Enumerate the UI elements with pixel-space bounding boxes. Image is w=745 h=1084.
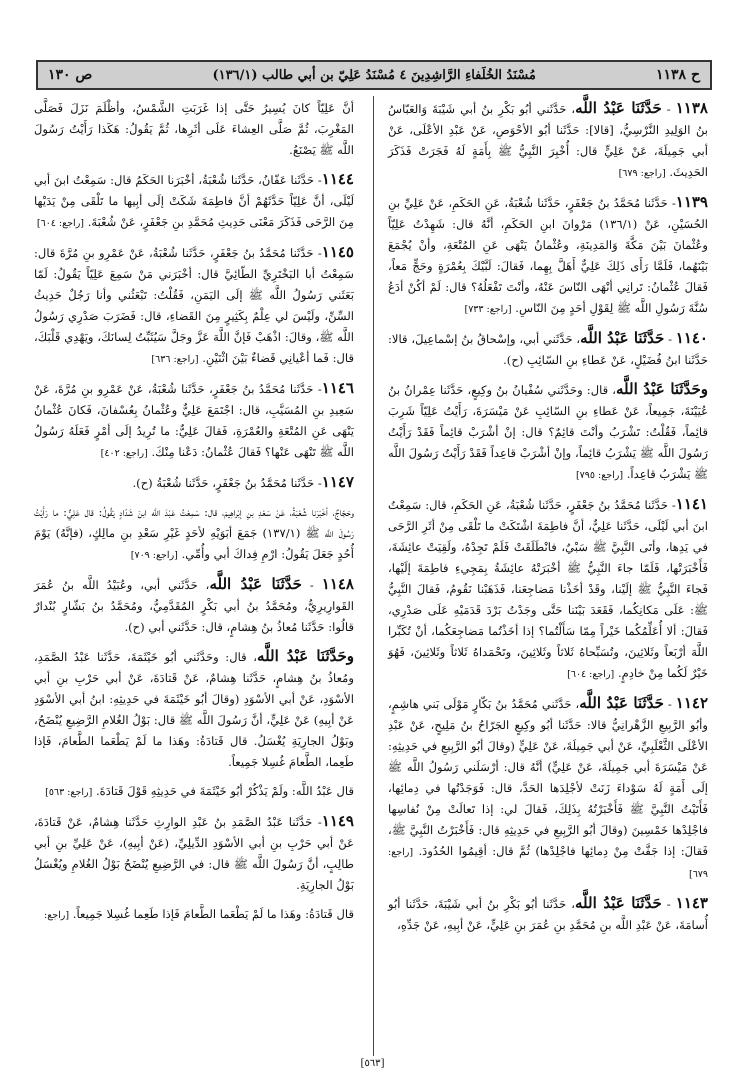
hadith-paragraph	[34, 378, 354, 464]
hadith-text: - حَدَّثَنا مُحَمَّدُ بنُ جَعْفَرٍ، حَدَّثَنا شُعْبَةُ، عَنْ عَمْرِو بنِ مُرَّةَ قال: سَمِعْتُ أبا البَخْتَرِيِّ الطّائِيَّ قال: أخْبَرَني مَنْ سَمِعَ عَلِيّاً يَقُولُ: لَمّا بَعَثَني رَسُولُ اللَّه ﷺ إلَى اليَمَنِ، فَقُلْتُ: تَبْعَثُني وأنا رَجُلٌ حَدِيثُ السِّنِّ، ولَيْسَ لي عِلْمٌ بِكَثِيرٍ مِنَ القَضاءِ، قال: فَضَرَبَ صَدْرِي رَسُولُ اللَّه ﷺ، وقالَ: اذْهَبْ فَإنَّ اللَّهَ عَزَّ وجَلَّ سَيُثَبِّتُ لِسانَكَ، ويَهْدِي قَلْبَكَ، قال: فَما أعْيانِي قَضاءٌ بَيْنَ اثْنَيْنِ.	[34, 246, 354, 365]
hadith-text: ، قال: وحَدَّثَني سُفْيانُ بنُ وكِيعٍ، حَدَّثَنا عِمْرانُ بنُ عُيَيْنَةَ، جَمِيعاً، عَنْ عَطاءِ بنِ السّائِبِ عَنْ مَيْسَرَةَ، رَأَيْتُ عَلِيّاً شَرِبَ قائِماً، فَقُلْتُ: تَشْرَبُ وأنْتَ قائِمٌ؟ قال: إنْ أشْرَبْ قائِماً فَقَدْ رَأَيْتُ رَسُولَ اللَّه ﷺ يَشْرَبُ قائِماً، وإنْ أشْرَبْ قاعِداً فَقَدْ رَأَيْتُ رَسُولَ اللَّه ﷺ يَشْرَبُ قاعِداً.	[388, 383, 708, 481]
header-page-number: ص ١٣٠	[48, 67, 93, 83]
hadith-text: ، حَدَّثَني أبي، وعُبَيْدُ اللَّه بنُ عُمَرَ القَوارِيرِيُّ، ومُحَمَّدُ بنُ أبي بَكْرٍ المُقَدَّمِيُّ، ومُحَمَّدُ بنُ بَشّارٍ بُنْدارٌ قالُوا: حَدَّثَنا مُعاذُ بنُ هِشامٍ، قال: حَدَّثَني أبي (ح).	[34, 578, 354, 634]
hadith-text: ، حَدَّثَنا أبُو بَكْرِ بنُ أبي شَيْبَةَ، حَدَّثَنا أبُو أُسامَةَ، عَنْ عَبْدِ اللَّه بنِ مُحَمَّدِ بنِ عُمَرَ بنِ عَلِيٍّ، عَنْ أبِيهِ، عَنْ جَدِّهِ،	[388, 897, 708, 932]
narrator-heading: حَدَّثَنَا عَبْدُ اللَّه	[580, 329, 665, 347]
hadith-paragraph	[34, 646, 354, 773]
reference-note: [راجع: ٦٣٦]	[151, 354, 199, 365]
narrator-heading: حَدَّثَنَا عَبْدُ اللَّه	[579, 694, 664, 712]
hadith-number: ١١٤٢	[675, 694, 709, 712]
narrator-heading: وحَدَّثَنَا عَبْدُ اللَّه	[257, 647, 355, 665]
hadith-paragraph: ١١٤٠ - حَدَّثَنَا عَبْدُ اللَّه، حَدَّثَني أبي، وإسْحاقُ بنُ إسْماعِيلَ، قالا: حَدَّثَنا ابنُ فُضَيْلٍ، عَنْ عَطاءِ بنِ السّائِبِ (ح).	[388, 329, 708, 367]
hadith-text: - حَدَّثَنا مُحَمَّدُ بنُ جَعْفَرٍ، حَدَّثَنا شُعْبَةُ (ح).	[132, 476, 322, 490]
page-footer: [٥٦٣]	[360, 1058, 385, 1069]
hadith-paragraph: ١١٤٣ - حَدَّثَنَا عَبْدُ اللَّه، حَدَّثَنا أبُو بَكْرِ بنُ أبي شَيْبَةَ، حَدَّثَنا أبُو أُسامَةَ، عَنْ عَبْدِ اللَّه بنِ مُحَمَّدِ بنِ عُمَرَ بنِ عَلِيٍّ، عَنْ أبِيهِ، عَنْ جَدِّهِ،	[388, 894, 708, 932]
hadith-paragraph: ١١٣٨ - حَدَّثَنَا عَبْدُ اللَّه، حَدَّثَني أبُو بَكْرِ بنُ أبي شَيْبَةَ وَالعَبّاسُ بنُ الوَلِيدِ النَّرْسِيُّ، [قالا]: حَدَّثَنا أبُو الأحْوَصِ، عَنْ عَبْدِ الأعْلَى، عَنْ أبي جَمِيلَةَ، عَنْ عَلِيٍّ قال: أُخْبِرَ النَّبِيُّ ﷺ بِأَمَةٍ لَهُ فَجَرَتْ فَذَكَرَ الحَدِيثَ. [راجع: ٦٧٩]	[388, 99, 708, 179]
hadith-paragraph	[34, 502, 354, 566]
hadith-number: ١١٣٨	[675, 99, 708, 117]
hadith-number: ١١٤٦	[321, 379, 354, 397]
hadith-number: ١١٤٧	[321, 473, 354, 491]
hadith-text: - حَدَّثَنا مُحَمَّدُ بنُ جَعْفَرٍ، حَدَّثَنا شُعْبَةُ، عَنِ الحَكَمِ، عَنْ عَلِيِّ بنِ الحُسَيْنِ، عَنْ (١٣٦/١) مَرْوانَ ابنِ الحَكَمِ، أنَّهُ قال: شَهِدْتُ عَلِيّاً وعُثْمانَ بَيْنَ مَكَّةَ وَالمَدِينَةِ، وعُثْمانُ يَنْهَى عَنِ المُتْعَةِ، وأنْ يُجْمَعَ بَيْنَهُما، فَلَمَّا رَأَى ذَلِكَ عَلِيٌّ أَهَلَّ بِهِما، فَقالَ: لَبَّيْكَ بِعُمْرَةٍ وحَجٍّ مَعاً، فَقالَ عُثْمانُ: تَرانِي أنْهَى النّاسَ عَنْهُ، وأنْتَ تَفْعَلُهُ؟ قال: لَمْ أكُنْ أدَعُ سُنَّةَ رَسُولِ اللَّه ﷺ لِقَوْلِ أحَدٍ مِنَ النّاسِ.	[388, 196, 708, 315]
hadith-paragraph	[34, 472, 354, 494]
hadith-text: ، حَدَّثَني مُحَمَّدُ بنُ بَكّارٍ مَوْلَى بَني هاشِمٍ، وأبُو الرَّبِيعِ الزَّهْرانِيُّ قالا: حَدَّثَنا أبُو وكِيعٍ الجَرّاحُ بنُ مَلِيحٍ، عَنْ عَبْدِ الأعْلَى الثَّعْلَبِيِّ، عَنْ أبي جَمِيلَةَ، عَنْ عَلِيٍّ (وقالَ أبُو الرَّبِيعِ في حَدِيثِهِ: عَنْ مَيْسَرَةَ أبي جَمِيلَةَ، عَنْ عَلِيٍّ) أنَّهُ قال: أرْسَلَني رَسُولُ اللَّه ﷺ إلَى أَمَةٍ لَهُ سَوْداءَ زَنَتْ لأجْلِدَها الحَدَّ، قال: فَوَجَدْتُها في دِمائِها، فَأَتَيْتُ النَّبِيَّ ﷺ فَأَخْبَرْتُهُ بِذَلِكَ، فَقالَ لي: إذا تَعالَتْ مِنْ نُفاسِها فاجْلِدْها خَمْسِينَ (وقالَ أبُو الرَّبِيعِ في حَدِيثِهِ قال: فَأَخْبَرْتُ النَّبِيَّ ﷺ، فَقالَ: إذا جَفَّتْ مِنْ دِمائِها فاجْلِدْها) ثُمَّ قال: أقِيمُوا الحُدُودَ.	[388, 697, 708, 858]
header-title: مُسْنَدُ الخُلَفاءِ الرَّاشِدِينَ ٤ مُسْنَدُ عَلِيّ بن أبي طالب (١٣٦/١)	[212, 67, 536, 83]
left-column	[34, 98, 354, 934]
narrator-heading: حَدَّثَنَا عَبْدُ اللَّه	[575, 99, 662, 117]
hadith-number: ١١٤٩	[321, 812, 354, 830]
hadith-paragraph	[34, 904, 354, 926]
reference-note: [راجع: ٦٠٤]	[567, 669, 615, 680]
hadith-paragraph	[34, 169, 354, 234]
reference-note: [راجع: ٧٣٣]	[464, 304, 512, 315]
hadith-number: ١١٤٣	[675, 894, 708, 912]
hadith-number: ١١٤٨	[321, 575, 354, 593]
hadith-paragraph: ١١٤٢ - حَدَّثَنَا عَبْدُ اللَّه، حَدَّثَني مُحَمَّدُ بنُ بَكّارٍ مَوْلَى بَني هاشِمٍ، وأبُو الرَّبِيعِ الزَّهْرانِيُّ قالا: حَدَّثَنا أبُو وكِيعٍ الجَرّاحُ بنُ مَلِيحٍ، عَنْ عَبْدِ الأعْلَى الثَّعْلَبِيِّ، عَنْ أبي جَمِيلَةَ، عَنْ عَلِيٍّ (وقالَ أبُو الرَّبِيعِ في حَدِيثِهِ: عَنْ مَيْسَرَةَ أبي جَمِيلَةَ، عَنْ عَلِيٍّ) أنَّهُ قال: أرْسَلَني رَسُولُ اللَّه ﷺ إلَى أَمَةٍ لَهُ سَوْداءَ زَنَتْ لأجْلِدَها الحَدَّ، قال: فَوَجَدْتُها في دِمائِها، فَأَتَيْتُ النَّبِيَّ ﷺ فَأَخْبَرْتُهُ بِذَلِكَ، فَقالَ لي: إذا تَعالَتْ مِنْ نُفاسِها فاجْلِدْها خَمْسِينَ (وقالَ أبُو الرَّبِيعِ في حَدِيثِهِ قال: فَأَخْبَرْتُ النَّبِيَّ ﷺ، فَقالَ: إذا جَفَّتْ مِنْ دِمائِها فاجْلِدْها) ثُمَّ قال: أقِيمُوا الحُدُودَ. [راجع: ٦٧٩]	[388, 694, 709, 880]
hadith-paragraph	[34, 811, 354, 896]
header-hadith-number: ح ١١٣٨	[656, 67, 700, 83]
hadith-text: قال عَبْدُ اللَّه: ولَمْ يَذْكُرْ أبُو خَيْثَمَةَ في حَدِيثِهِ قَوْلَ قَتادَةَ.	[95, 784, 354, 798]
right-column	[388, 98, 708, 944]
hadith-paragraph	[34, 98, 354, 161]
hadith-text: أنَّ عَلِيّاً كانَ يُسِيرُ حَتَّى إذا غَرَبَتِ الشَّمْسُ، وأظْلَمَ نَزَلَ فَصَلَّى المَغْرِبَ، ثُمَّ صَلَّى العِشاءَ عَلَى أثَرِها، ثُمَّ يَقُولُ: هَكَذا رَأَيْتُ رَسُولَ اللَّه ﷺ يَصْنَعُ.	[34, 101, 354, 157]
hadith-text: ، حَدَّثَني أبُو بَكْرِ بنُ أبي شَيْبَةَ وَالعَبّاسُ بنُ الوَلِيدِ النَّرْسِيُّ، [قالا]: حَدَّثَنا أبُو الأحْوَصِ، عَنْ عَبْدِ الأعْلَى، عَنْ أبي جَمِيلَةَ، عَنْ عَلِيٍّ قال: أُخْبِرَ النَّبِيُّ ﷺ بِأَمَةٍ لَهُ فَجَرَتْ فَذَكَرَ الحَدِيثَ.	[388, 102, 708, 179]
hadith-text: ، حَدَّثَني أبي، وإسْحاقُ بنُ إسْماعِيلَ، قالا: حَدَّثَنا ابنُ فُضَيْلٍ، عَنْ عَطاءِ بنِ السّائِبِ (ح).	[388, 332, 708, 367]
hadith-text: ، قال: وحَدَّثَني أبُو خَيْثَمَةَ، حَدَّثَنا عَبْدُ الصَّمَدِ، ومُعاذُ بنُ هِشامٍ، حَدَّثَنا هِشامٌ، عَنْ قَتادَةَ، عَنْ أبي حَرْبِ بنِ أبي الأسْوَدِ، عَنْ أبي الأسْوَدِ (وقالَ أبُو خَيْثَمَةَ في حَدِيثِهِ: ابنُ أبي الأسْوَدِ عَنْ أبِيهِ) عَنْ عَلِيٍّ، أنَّ رَسُولَ اللَّه ﷺ قال: بَوْلُ الغُلامِ الرَّضِيعِ يُنْضَحُ، وبَوْلُ الجارِيَةِ يُغْسَلُ. قال قَتادَةُ: وهَذا ما لَمْ يَطْعَما الطَّعامَ، فَإذا طَعِما، الطَّعامَ غُسِلا جَمِيعاً.	[34, 650, 354, 769]
hadith-number: ١١٣٩	[675, 193, 708, 211]
hadith-number: ١١٤١	[675, 495, 708, 513]
hadith-paragraph	[388, 192, 708, 320]
hadith-number: ١١٤٤	[321, 170, 354, 188]
hadith-text: قال قَتادَةُ: وهَذا ما لَمْ يَطْعَما الطَّعامَ فَإذا طَعِما غُسِلا جَمِيعاً.	[72, 907, 354, 921]
hadith-text: وحَجّاجٌ، أخْبَرَنا شُعْبَةُ، عَنْ سَعْدِ بنِ إبْراهِيمَ، قال: سَمِعْتُ عَبْدَ اللَّه ابنَ شَدّادٍ يَقُولُ: قال عَلِيٌّ: ما رَأَيْتُ رَسُولَ اللَّه ﷺ (١٣٧/١) جَمَعَ أبَوَيْهِ لأحَدٍ غَيْرِ سَعْدِ بنِ مالِكٍ، (فإنَّهُ) يَوْمَ أُحُدٍ جَعَلَ يَقُولُ: ارْمِ فِداكَ أبي وأُمِّي.	[34, 505, 354, 561]
hadith-text: - حَدَّثَنا مُحَمَّدُ بنُ جَعْفَرٍ، حَدَّثَنا شُعْبَةُ، عَنْ عَمْرِو بنِ مُرَّةَ، عَنْ سَعِيدِ بنِ المُسَيَّبِ، قال: اجْتَمَعَ عَلِيٌّ وعُثْمانُ بِعُسْفانَ، فَكانَ عُثْمانُ يَنْهَى عَنِ المُتْعَةِ والعُمْرَةِ، فَقالَ عَلِيٌّ: ما تُرِيدُ إلَى أمْرٍ فَعَلَهُ رَسُولُ اللَّه ﷺ تَنْهَى عَنْها؟ فَقالَ عُثْمانُ: دَعْنا مِنْكَ.	[34, 382, 354, 459]
hadith-text: - حَدَّثَنا عَفّانُ، حَدَّثَنا شُعْبَةُ، أخْبَرَنا الحَكَمُ قال: سَمِعْتُ ابنَ أبي لَيْلَى، أنَّ عَلِيّاً حَدَّثَهُمْ أنَّ فاطِمَةَ شَكَتْ إلَى أبِيها ما تَلْقَى مِنْ يَدَيْها مِنَ الرَّحَى فَذَكَرَ مَعْنَى حَدِيثِ مُحَمَّدِ بنِ جَعْفَرٍ، عَنْ شُعْبَةَ.	[34, 173, 354, 229]
hadith-paragraph	[34, 242, 354, 370]
reference-note: [راجع: ٥٦٣]	[45, 787, 93, 798]
reference-note: [راجع:	[44, 910, 70, 921]
running-header	[36, 60, 712, 90]
hadith-text: - حَدَّثَنا عَبْدُ الصَّمَدِ بنُ عَبْدِ الوارِثِ حَدَّثَنا هِشامٌ، عَنْ قَتادَةَ، عَنْ أبي حَرْبِ بنِ أبي الأسْوَدِ الدِّيلِيِّ، (عَنْ أبِيهِ)، عَنْ عَلِيِّ بنِ أبي طالِبٍ، أنَّ رَسُولَ اللَّه ﷺ قال: في الرَّضِيعِ يُنْضَحُ بَوْلُ الغُلامِ ويُغْسَلُ بَوْلُ الجارِيَةِ.	[34, 815, 354, 892]
hadith-paragraph	[34, 781, 354, 803]
reference-note: [راجع: ٤٠٢]	[100, 448, 148, 459]
narrator-heading: وحَدَّثَنَا عَبْدُ اللَّه	[616, 380, 708, 398]
column-divider	[373, 96, 374, 1056]
hadith-number: ١١٤٥	[321, 243, 354, 261]
reference-note: [راجع: ٧٠٩]	[130, 550, 178, 561]
hadith-text: - حَدَّثَنا مُحَمَّدُ بنُ جَعْفَرٍ، حَدَّثَنا شُعْبَةُ، عَنِ الحَكَمِ، قال: سَمِعْتُ ابنَ أبي لَيْلَى، حَدَّثَنا عَلِيٌّ، أنَّ فاطِمَةَ اشْتَكَتْ ما تَلْقَى مِنْ أثَرِ الرَّحَى في يَدِها، وأتَى النَّبِيَّ ﷺ سَبْيٌ، فانْطَلَقَتْ فَلَمْ تَجِدْهُ، ولَقِيَتْ عائِشَةَ، فَأَخْبَرَتْها، فَلَمّا جاءَ النَّبِيُّ ﷺ أخْبَرَتْهُ عائِشَةُ بِمَجِيءِ فاطِمَةَ إلَيْها، فَجاءَ النَّبِيُّ ﷺ إلَيْنا، وقَدْ أخَذْنا مَضاجِعَنا، فَذَهَبْنا نَقُومُ، فَقالَ النَّبِيُّ ﷺ: عَلَى مَكانِكُما، فَقَعَدَ بَيْنَنا حَتَّى وجَدْتُ بَرْدَ قَدَمَيْهِ عَلَى صَدْرِي، فَقالَ: ألا أُعَلِّمُكُما خَيْراً مِمّا سَأَلْتُما؟ إذا أخَذْتُما مَضاجِعَكُما، أنْ تُكَبِّرا اللَّهَ أرْبَعاً وثَلاثِينَ، وتُسَبِّحاهُ ثَلاثاً وثَلاثِينَ، وتَحْمَداهُ ثَلاثاً وثَلاثِينَ، فَهُوَ خَيْرٌ لَكُما مِنْ خادِمٍ.	[388, 498, 708, 680]
hadith-paragraph: ١١٤٨ - حَدَّثَنَا عَبْدُ اللَّه، حَدَّثَني أبي، وعُبَيْدُ اللَّه بنُ عُمَرَ القَوارِيرِيُّ، ومُحَمَّدُ بنُ أبي بَكْرٍ المُقَدَّمِيُّ، ومُحَمَّدُ بنُ بَشّارٍ بُنْدارٌ قالُوا: حَدَّثَنا مُعاذُ بنُ هِشامٍ، قال: حَدَّثَني أبي (ح).	[34, 575, 354, 634]
reference-note: [راجع: ٦٧٩]	[618, 168, 666, 179]
reference-note: [راجع: ٧٩٥]	[575, 470, 624, 481]
reference-note: [راجع: ٦٠٤]	[36, 218, 84, 229]
narrator-heading: حَدَّثَنَا عَبْدُ اللَّه	[575, 894, 662, 912]
hadith-number: ١١٤٠	[675, 329, 708, 347]
hadith-paragraph	[388, 494, 708, 685]
hadith-paragraph	[388, 379, 708, 486]
reference-note: [راجع: ٦٧٩]	[388, 847, 708, 880]
narrator-heading: حَدَّثَنَا عَبْدُ اللَّه	[209, 575, 302, 593]
